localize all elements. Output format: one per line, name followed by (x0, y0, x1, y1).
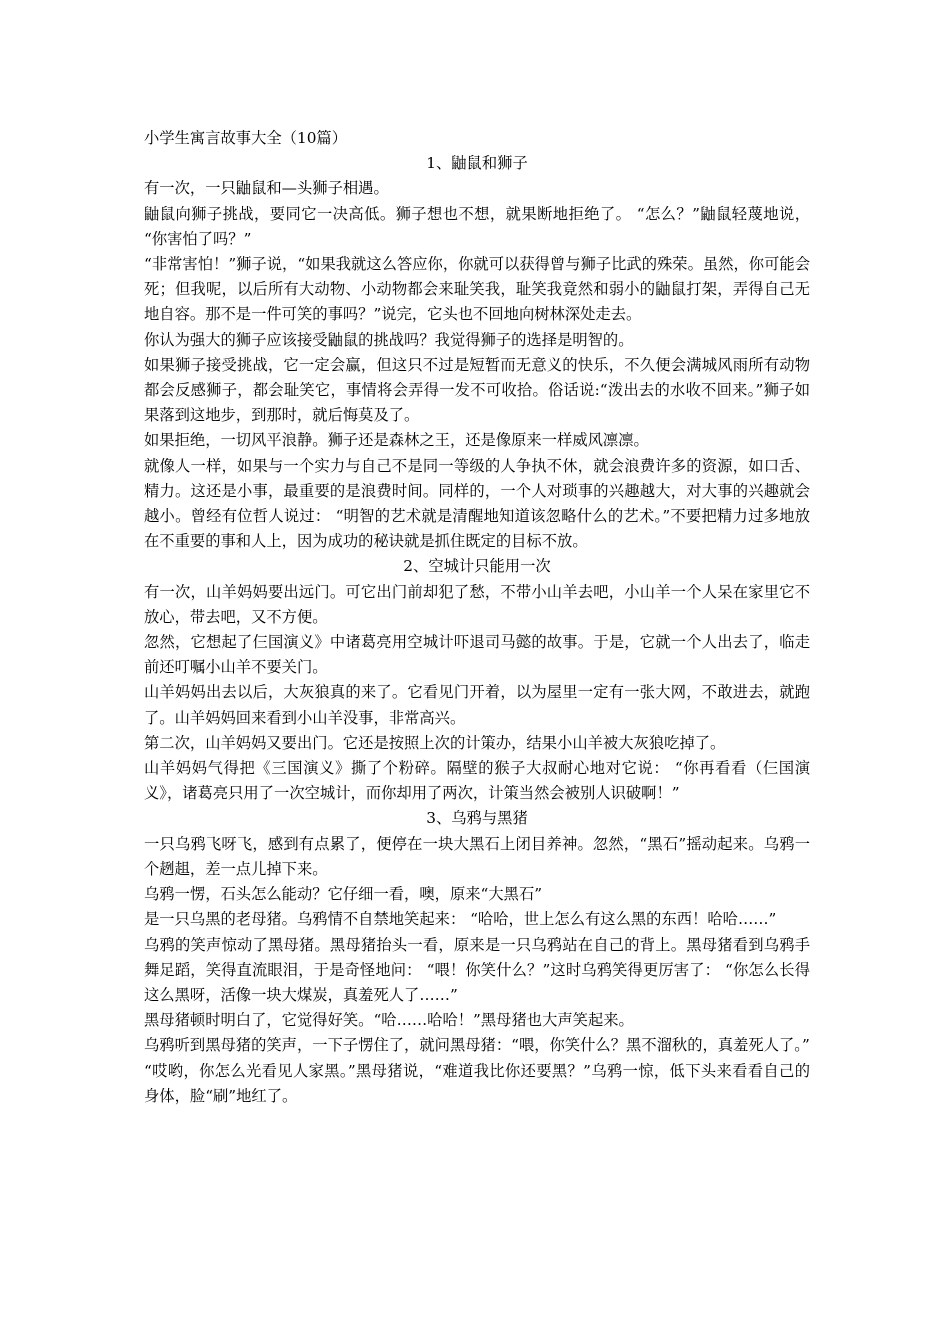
story-paragraph: 如果拒绝，一切风平浪静。狮子还是森林之王，还是像原来一样威风凛凛。 (144, 431, 649, 450)
story-paragraph: 就像人一样，如果与一个实力与自己不是同一等级的人争执不休，就会浪费许多的资源，如口舌、精力。这还是小事，最重要的是浪费时间。同样的，一个人对琐事的兴趣越大，对大事的兴趣就会越小。曾经有位哲人说过： “明智的艺术就是清醒地知道该忽略什么的艺术。”不要把精力过多地放在不重要的事和人上，因为成功的秘诀就是抓住既定的目标不放。 (144, 456, 810, 551)
story-paragraph: “非常害怕！”狮子说，“如果我就这么答应你，你就可以获得曾与狮子比武的殊荣。虽然，你可能会死；但我呢，以后所有大动物、小动物都会来耻笑我，耻笑我竟然和弱小的鼬鼠打架，弄得自己无地自容。那不是一件可笑的事吗？”说完，它头也不回地向树林深处走去。 (144, 255, 810, 324)
document-title: 小学生寓言故事大全（10篇） (144, 129, 348, 147)
story-paragraph: 忽然，它想起了仨国演义》中诸葛亮用空城计吓退司马懿的故事。于是，它就一个人出去了，临走前还叮嘱小山羊不要关门。 (144, 633, 810, 677)
story-paragraph: 山羊妈妈气得把《三国演义》撕了个粉碎。隔壁的猴子大叔耐心地对它说： “你再看看（仨国演义》，诸葛亮只用了一次空城计，而你却用了两次，计策当然会被别人识破啊！” (144, 759, 810, 803)
document-page (144, 126, 810, 1109)
story-paragraph: 鼬鼠向狮子挑战，要同它一决高低。狮子想也不想，就果断地拒绝了。 “怎么？”鼬鼠轻蔑地说， “你害怕了吗？” (144, 204, 810, 248)
story-paragraph: 山羊妈妈出去以后，大灰狼真的来了。它看见门开着，以为屋里一定有一张大网，不敢进去，就跑了。山羊妈妈回来看到小山羊没事，非常高兴。 (144, 683, 810, 727)
story-paragraph: 第二次，山羊妈妈又要出门。它还是按照上次的计策办，结果小山羊被大灰狼吃掉了。 (144, 733, 726, 752)
story-paragraph: 乌鸦的笑声惊动了黑母猪。黑母猪抬头一看，原来是一只乌鸦站在自己的背上。黑母猪看到乌鸦手舞足蹈，笑得直流眼泪，于是奇怪地问： “喂！你笑什么？”这时乌鸦笑得更厉害了： “你怎么长得这么黑呀，活像一块大煤炭，真羞死人了……” (144, 935, 810, 1004)
story-heading: 2、空城计只能用一次 (403, 557, 551, 576)
story-paragraph: “哎哟，你怎么光看见人家黑。”黑母猪说，“难道我比你还要黑？”乌鸦一惊，低下头来看看自己的身体，脸“刷”地红了。 (144, 1061, 810, 1105)
story-paragraph: 有一次，山羊妈妈要出远门。可它出门前却犯了愁，不带小山羊去吧，小山羊一个人呆在家里它不放心，带去吧，又不方便。 (144, 582, 810, 626)
story-1 (144, 151, 810, 554)
story-paragraph: 如果狮子接受挑战，它一定会赢，但这只不过是短暂而无意义的快乐，不久便会满城风雨所有动物都会反感狮子，都会耻笑它，事情将会弄得一发不可收拾。俗话说:“泼出去的水收不回来。”狮子如果落到这地步，到那时，就后悔莫及了。 (144, 355, 810, 425)
story-paragraph: 一只乌鸦飞呀飞，感到有点累了，便停在一块大黑石上闭目养神。忽然，“黑石”摇动起来。乌鸦一个趔趄，差一点儿掉下来。 (144, 834, 810, 878)
story-paragraph: 你认为强大的狮子应该接受鼬鼠的挑战吗？我觉得狮子的选择是明智的。 (144, 330, 634, 349)
story-paragraph: 是一只乌黑的老母猪。乌鸦情不自禁地笑起来： “哈哈，世上怎么有这么黑的东西！哈哈……” (144, 910, 777, 929)
story-2 (144, 554, 810, 806)
story-heading: 3、乌鸦与黑猪 (426, 809, 528, 828)
story-heading: 1、鼬鼠和狮子 (426, 154, 528, 173)
story-paragraph: 乌鸦一愣，石头怎么能动？它仔细一看，噢，原来“大黑石” (144, 885, 543, 904)
story-paragraph: 黑母猪顿时明白了，它觉得好笑。“哈……哈哈！”黑母猪也大声笑起来。 (144, 1011, 634, 1030)
story-paragraph: 有一次，一只鼬鼠和—头狮子相遇。 (144, 179, 389, 198)
story-paragraph: 乌鸦听到黑母猪的笑声，一下子愣住了，就问黑母猪：“喂，你笑什么？黑不溜秋的，真羞死人了。” (144, 1036, 810, 1055)
story-3 (144, 806, 810, 1108)
